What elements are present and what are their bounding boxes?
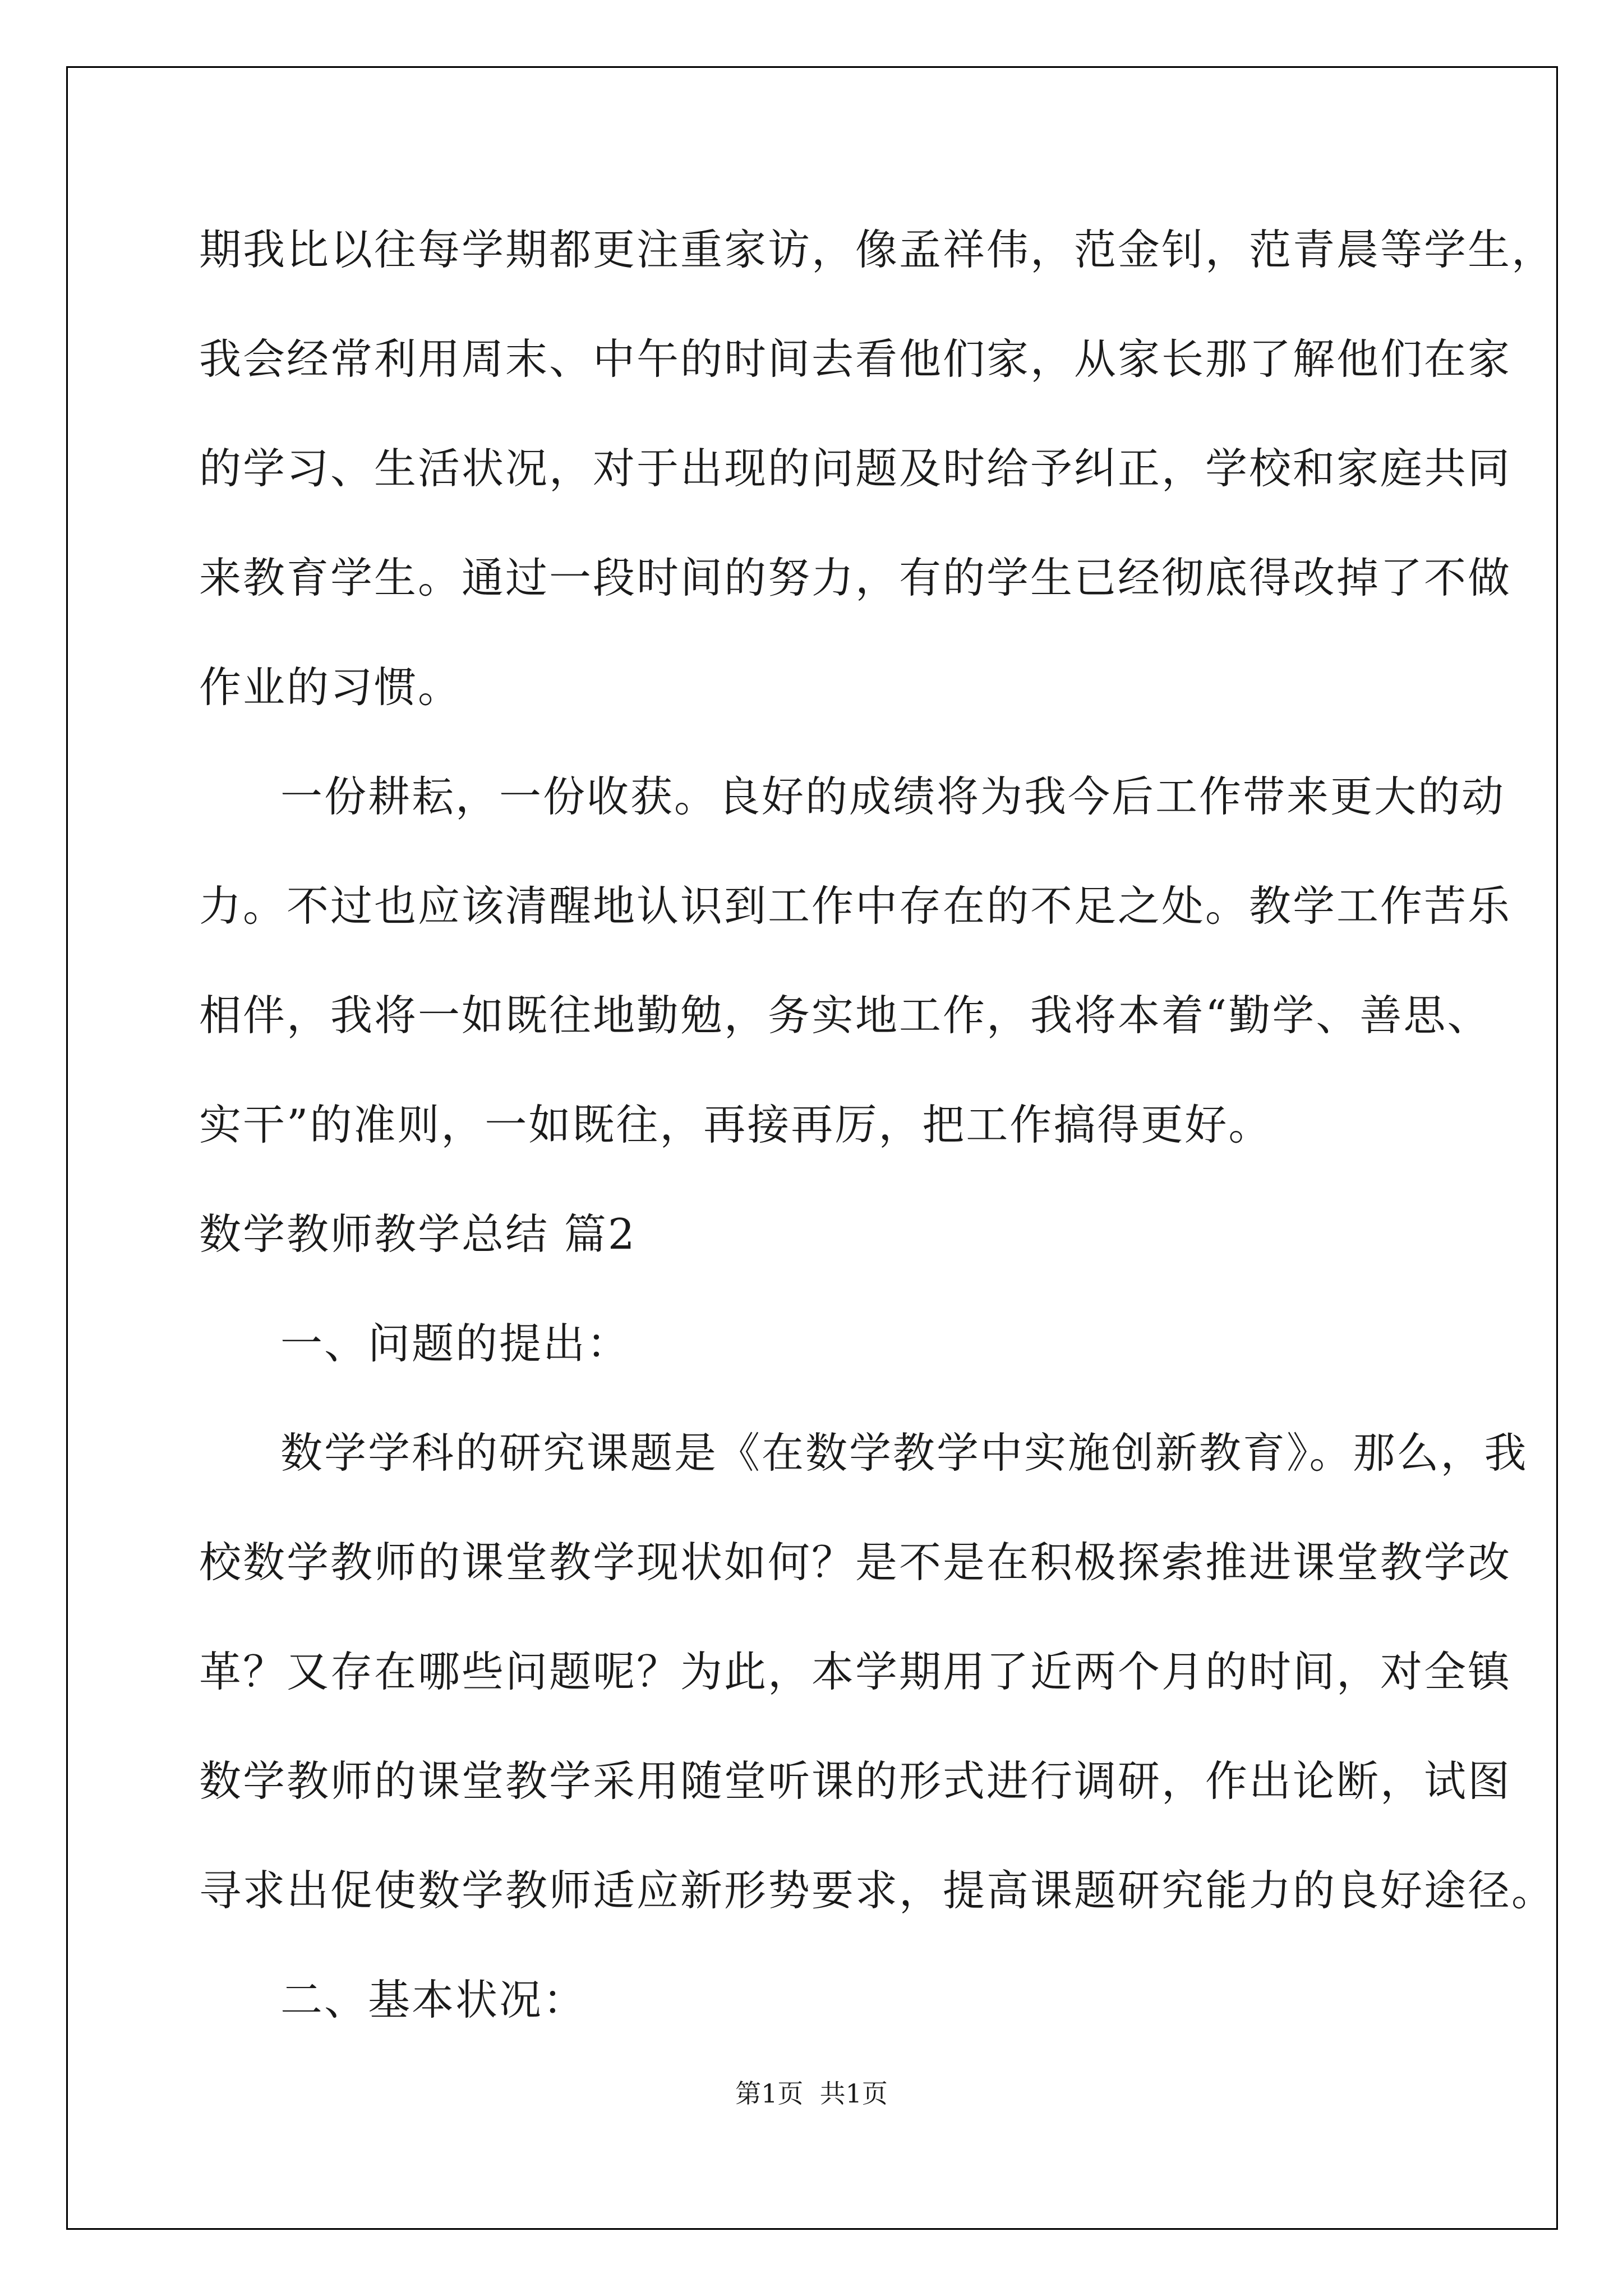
heading-problem: 一、问题的提出：: [280, 1319, 631, 1368]
paragraph-1-line-4: 来教育学生。通过一段时间的努力，有的学生已经彻底得改掉了不做: [199, 553, 1512, 602]
paragraph-1-line-2: 我会经常利用周末、中午的时间去看他们家，从家长那了解他们在家: [199, 334, 1512, 384]
paragraph-2-line-1: 一份耕耘，一份收获。良好的成绩将为我今后工作带来更大的动: [280, 772, 1506, 821]
paragraph-3-line-5: 寻求出促使数学教师适应新形势要求，提高课题研究能力的良好途径。: [199, 1866, 1556, 1915]
paragraph-1-line-5: 作业的习惯。: [199, 662, 462, 712]
paragraph-2-line-4: 实干”的准则，一如既往，再接再厉，把工作搞得更好。: [199, 1100, 1272, 1149]
heading-basic-status: 二、基本状况：: [280, 1975, 587, 2024]
section-title: 数学教师教学总结 篇2: [199, 1209, 637, 1259]
paragraph-2-line-3: 相伴，我将一如既往地勤勉，务实地工作，我将本着“勤学、善思、: [199, 991, 1491, 1040]
paragraph-3-line-3: 革？又存在哪些问题呢？为此，本学期用了近两个月的时间，对全镇: [199, 1647, 1512, 1696]
paragraph-3-line-4: 数学教师的课堂教学采用随堂听课的形式进行调研，作出论断，试图: [199, 1756, 1512, 1806]
paragraph-3-line-2: 校数学教师的课堂教学现状如何？是不是在积极探索推进课堂教学改: [199, 1538, 1512, 1587]
paragraph-1-line-3: 的学习、生活状况，对于出现的问题及时给予纠正，学校和家庭共同: [199, 444, 1512, 493]
paragraph-1-line-1: 期我比以往每学期都更注重家访，像孟祥伟，范金钊，范青晨等学生，: [199, 225, 1556, 274]
page-footer: 第1页 共1页: [735, 2078, 888, 2109]
paragraph-2-line-2: 力。不过也应该清醒地认识到工作中存在的不足之处。教学工作苦乐: [199, 881, 1512, 931]
paragraph-3-line-1: 数学学科的研究课题是《在数学教学中实施创新教育》。那么，我: [280, 1428, 1528, 1478]
